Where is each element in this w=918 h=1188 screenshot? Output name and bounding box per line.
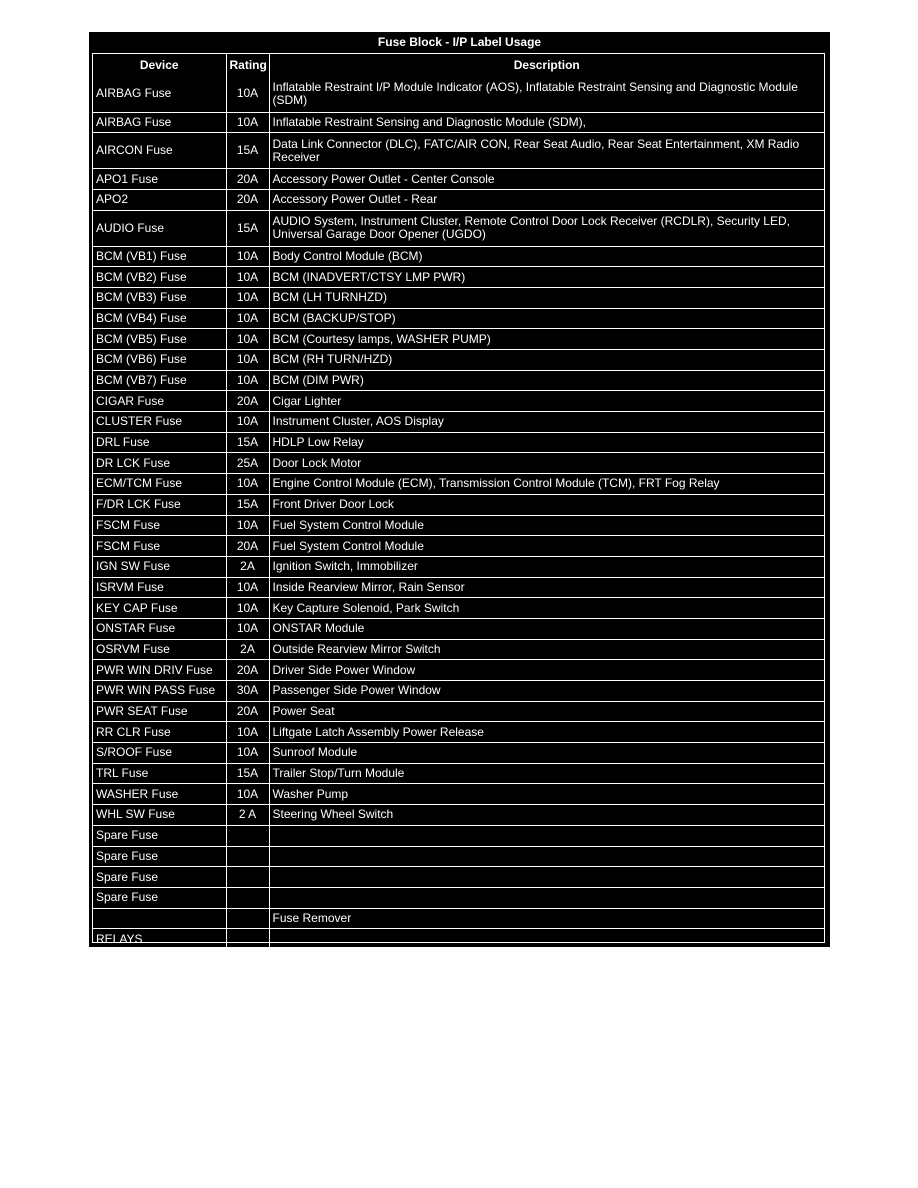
rating-cell: 15A: [226, 210, 269, 246]
device-cell: CLUSTER Fuse: [93, 412, 226, 433]
rating-cell: 10A: [226, 370, 269, 391]
description-cell: Fuel System Control Module: [269, 515, 824, 536]
device-cell: FSCM Fuse: [93, 515, 226, 536]
device-cell: S/ROOF Fuse: [93, 743, 226, 764]
header-rating: Rating: [226, 54, 269, 76]
table-row: [93, 133, 824, 169]
description-cell: [269, 846, 824, 867]
table-row: [93, 577, 824, 598]
device-cell: RELAYS: [93, 929, 226, 950]
rating-cell: 10A: [226, 329, 269, 350]
rating-cell: 20A: [226, 391, 269, 412]
table-row: [93, 287, 824, 308]
header-description: Description: [269, 54, 824, 76]
description-cell: Washer Pump: [269, 784, 824, 805]
rating-cell: 10A: [226, 350, 269, 371]
table-row: [93, 887, 824, 908]
table-row: [93, 267, 824, 288]
table-row: [93, 701, 824, 722]
device-cell: CIGAR Fuse: [93, 391, 226, 412]
table-row: [93, 598, 824, 619]
description-cell: Door Lock Motor: [269, 453, 824, 474]
device-cell: APO2: [93, 189, 226, 210]
description-cell: Cigar Lighter: [269, 391, 824, 412]
device-cell: [93, 908, 226, 929]
description-cell: AUDIO System, Instrument Cluster, Remote Control Door Lock Receiver (RCDLR), Security LED, Universal Garage Door Opener (UGDO): [269, 210, 824, 246]
description-cell: Accessory Power Outlet - Center Console: [269, 169, 824, 190]
table-row: [93, 246, 824, 267]
device-cell: BCM (VB7) Fuse: [93, 370, 226, 391]
rating-cell: 15A: [226, 133, 269, 169]
table-row: [93, 515, 824, 536]
description-cell: Key Capture Solenoid, Park Switch: [269, 598, 824, 619]
device-cell: PWR WIN PASS Fuse: [93, 681, 226, 702]
table-row: [93, 784, 824, 805]
rating-cell: 15A: [226, 494, 269, 515]
description-cell: [269, 929, 824, 950]
description-cell: Steering Wheel Switch: [269, 805, 824, 826]
rating-cell: 15A: [226, 432, 269, 453]
description-cell: Inflatable Restraint I/P Module Indicator (AOS), Inflatable Restraint Sensing and Diagnostic Module (SDM): [269, 76, 824, 112]
description-cell: Inside Rearview Mirror, Rain Sensor: [269, 577, 824, 598]
description-cell: Data Link Connector (DLC), FATC/AIR CON, Rear Seat Audio, Rear Seat Entertainment, XM Radio Receiver: [269, 133, 824, 169]
table-row: [93, 743, 824, 764]
description-cell: Driver Side Power Window: [269, 660, 824, 681]
description-cell: Inflatable Restraint Sensing and Diagnostic Module (SDM),: [269, 112, 824, 133]
description-cell: Body Control Module (BCM): [269, 246, 824, 267]
rating-cell: 10A: [226, 246, 269, 267]
rating-cell: 15A: [226, 763, 269, 784]
device-cell: WASHER Fuse: [93, 784, 226, 805]
rating-cell: 10A: [226, 743, 269, 764]
device-cell: BCM (VB6) Fuse: [93, 350, 226, 371]
header-device: Device: [93, 54, 226, 76]
rating-cell: 10A: [226, 722, 269, 743]
description-cell: Engine Control Module (ECM), Transmission Control Module (TCM), FRT Fog Relay: [269, 474, 824, 495]
rating-cell: 20A: [226, 169, 269, 190]
description-cell: [269, 825, 824, 846]
description-cell: Fuse Remover: [269, 908, 824, 929]
device-cell: WHL SW Fuse: [93, 805, 226, 826]
device-cell: AIRCON Fuse: [93, 133, 226, 169]
description-cell: BCM (Courtesy lamps, WASHER PUMP): [269, 329, 824, 350]
device-cell: Spare Fuse: [93, 867, 226, 888]
description-cell: Fuel System Control Module: [269, 536, 824, 557]
table-row: [93, 867, 824, 888]
table-row: [93, 908, 824, 929]
table-row: [93, 370, 824, 391]
description-cell: Sunroof Module: [269, 743, 824, 764]
table-row: [93, 453, 824, 474]
rating-cell: 10A: [226, 784, 269, 805]
table-row: [93, 76, 824, 112]
device-cell: AIRBAG Fuse: [93, 76, 226, 112]
rating-cell: 10A: [226, 308, 269, 329]
device-cell: KEY CAP Fuse: [93, 598, 226, 619]
rating-cell: [226, 867, 269, 888]
table-inner-border: [92, 53, 825, 946]
device-cell: PWR SEAT Fuse: [93, 701, 226, 722]
table-row: [93, 763, 824, 784]
device-cell: OSRVM Fuse: [93, 639, 226, 660]
device-cell: RR CLR Fuse: [93, 722, 226, 743]
rating-cell: 2 A: [226, 805, 269, 826]
fuse-table-frame: [89, 32, 830, 947]
table-row: [93, 618, 824, 639]
description-cell: Passenger Side Power Window: [269, 681, 824, 702]
device-cell: ONSTAR Fuse: [93, 618, 226, 639]
rating-cell: 25A: [226, 453, 269, 474]
device-cell: IGN SW Fuse: [93, 556, 226, 577]
description-cell: Liftgate Latch Assembly Power Release: [269, 722, 824, 743]
rating-cell: 10A: [226, 76, 269, 112]
device-cell: DR LCK Fuse: [93, 453, 226, 474]
description-cell: BCM (DIM PWR): [269, 370, 824, 391]
device-cell: Spare Fuse: [93, 846, 226, 867]
table-row: [93, 308, 824, 329]
table-row: [93, 929, 824, 950]
device-cell: F/DR LCK Fuse: [93, 494, 226, 515]
description-cell: BCM (LH TURNHZD): [269, 287, 824, 308]
rating-cell: 2A: [226, 556, 269, 577]
rating-cell: [226, 929, 269, 950]
device-cell: DRL Fuse: [93, 432, 226, 453]
table-row: [93, 660, 824, 681]
table-row: [93, 722, 824, 743]
table-row: [93, 556, 824, 577]
device-cell: BCM (VB3) Fuse: [93, 287, 226, 308]
description-cell: [269, 887, 824, 908]
rating-cell: 10A: [226, 474, 269, 495]
rating-cell: 20A: [226, 701, 269, 722]
rating-cell: 10A: [226, 598, 269, 619]
description-cell: BCM (RH TURN/HZD): [269, 350, 824, 371]
table-row: [93, 805, 824, 826]
rating-cell: 10A: [226, 287, 269, 308]
description-cell: BCM (BACKUP/STOP): [269, 308, 824, 329]
rating-cell: 20A: [226, 189, 269, 210]
device-cell: APO1 Fuse: [93, 169, 226, 190]
description-cell: Outside Rearview Mirror Switch: [269, 639, 824, 660]
description-cell: Trailer Stop/Turn Module: [269, 763, 824, 784]
table-row: [93, 329, 824, 350]
rating-cell: 10A: [226, 412, 269, 433]
description-cell: Instrument Cluster, AOS Display: [269, 412, 824, 433]
description-cell: HDLP Low Relay: [269, 432, 824, 453]
device-cell: AIRBAG Fuse: [93, 112, 226, 133]
description-cell: Front Driver Door Lock: [269, 494, 824, 515]
rating-cell: 10A: [226, 618, 269, 639]
rating-cell: [226, 908, 269, 929]
rating-cell: 10A: [226, 112, 269, 133]
description-cell: BCM (INADVERT/CTSY LMP PWR): [269, 267, 824, 288]
device-cell: BCM (VB4) Fuse: [93, 308, 226, 329]
device-cell: TRL Fuse: [93, 763, 226, 784]
table-row: [93, 846, 824, 867]
device-cell: Spare Fuse: [93, 825, 226, 846]
rating-cell: 20A: [226, 536, 269, 557]
table-body: [93, 76, 824, 949]
device-cell: FSCM Fuse: [93, 536, 226, 557]
description-cell: Ignition Switch, Immobilizer: [269, 556, 824, 577]
rating-cell: 30A: [226, 681, 269, 702]
fuse-table: [93, 54, 824, 949]
description-cell: Accessory Power Outlet - Rear: [269, 189, 824, 210]
description-cell: Power Seat: [269, 701, 824, 722]
table-row: [93, 391, 824, 412]
rating-cell: 20A: [226, 660, 269, 681]
table-row: [93, 189, 824, 210]
table-row: [93, 681, 824, 702]
description-cell: [269, 867, 824, 888]
table-row: [93, 474, 824, 495]
rating-cell: [226, 825, 269, 846]
table-row: [93, 112, 824, 133]
device-cell: Spare Fuse: [93, 887, 226, 908]
rating-cell: [226, 846, 269, 867]
table-row: [93, 825, 824, 846]
table-row: [93, 494, 824, 515]
table-row: [93, 536, 824, 557]
device-cell: BCM (VB5) Fuse: [93, 329, 226, 350]
table-row: [93, 432, 824, 453]
table-row: [93, 412, 824, 433]
table-row: [93, 350, 824, 371]
table-row: [93, 169, 824, 190]
description-cell: ONSTAR Module: [269, 618, 824, 639]
rating-cell: 2A: [226, 639, 269, 660]
table-row: [93, 639, 824, 660]
device-cell: AUDIO Fuse: [93, 210, 226, 246]
device-cell: PWR WIN DRIV Fuse: [93, 660, 226, 681]
table-title: Fuse Block - I/P Label Usage: [377, 35, 542, 49]
table-row: [93, 210, 824, 246]
device-cell: ISRVM Fuse: [93, 577, 226, 598]
device-cell: BCM (VB1) Fuse: [93, 246, 226, 267]
rating-cell: [226, 887, 269, 908]
rating-cell: 10A: [226, 515, 269, 536]
device-cell: ECM/TCM Fuse: [93, 474, 226, 495]
device-cell: BCM (VB2) Fuse: [93, 267, 226, 288]
rating-cell: 10A: [226, 267, 269, 288]
rating-cell: 10A: [226, 577, 269, 598]
header-row: [93, 54, 824, 76]
